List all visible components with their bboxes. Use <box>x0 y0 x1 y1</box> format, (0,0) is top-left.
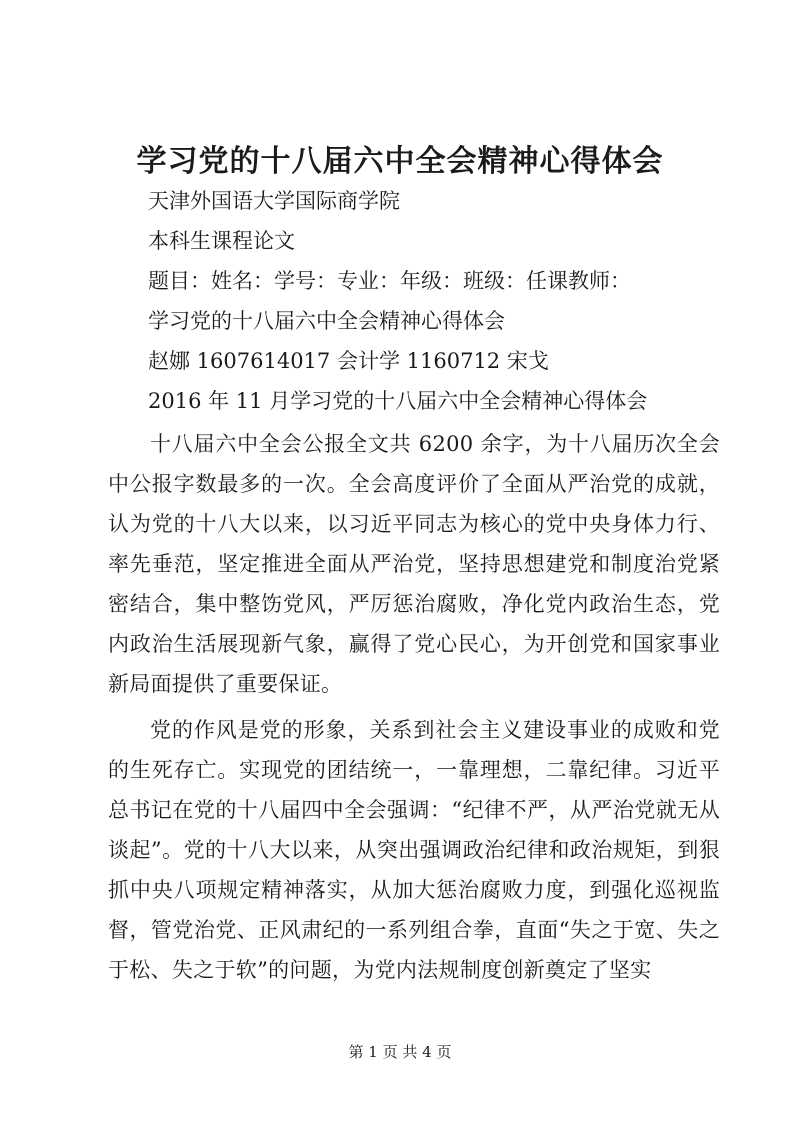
header-line-student-info: 赵娜 1607614017 会计学 1160712 宋戈 <box>148 349 549 373</box>
header-line-course-type: 本科生课程论文 <box>148 229 295 253</box>
header-line-date-title: 2016 年 11 月学习党的十八届六中全会精神心得体会 <box>148 389 648 413</box>
document-title: 学习党的十八届六中全会精神心得体会 <box>136 144 664 179</box>
page-number-footer: 第 1 页 共 4 页 <box>348 1043 452 1061</box>
header-line-institution: 天津外国语大学国际商学院 <box>148 189 400 213</box>
document-body <box>108 424 720 990</box>
header-line-fields: 题目：姓名：学号：专业：年级：班级：任课教师： <box>148 269 631 293</box>
header-line-topic: 学习党的十八届六中全会精神心得体会 <box>148 309 505 333</box>
paragraph-2: 党的作风是党的形象，关系到社会主义建设事业的成败和党的生死存亡。实现党的团结统一，一靠理想，二靠纪律。习近平总书记在党的十八届四中全会强调：“纪律不严，从严治党就无从谈起”。党的十八大以来，从突出强调政治纪律和政治规矩，到狠抓中央八项规定精神落实，从加大惩治腐败力度，到强化巡视监督，管党治党、正风肃纪的一系列组合拳，直面“失之于宽、失之于松、失之于软”的问题，为党内法规制度创新奠定了坚实 <box>108 718 720 982</box>
paragraph-1: 十八届六中全会公报全文共 6200 余字，为十八届历次全会中公报字数最多的一次。全会高度评价了全面从严治党的成就，认为党的十八大以来，以习近平同志为核心的党中央身体力行、率先垂范，坚定推进全面从严治党，坚持思想建党和制度治党紧密结合，集中整饬党风，严厉惩治腐败，净化党内政治生态，党内政治生活展现新气象，赢得了党心民心，为开创党和国家事业新局面提供了重要保证。 <box>108 432 720 696</box>
